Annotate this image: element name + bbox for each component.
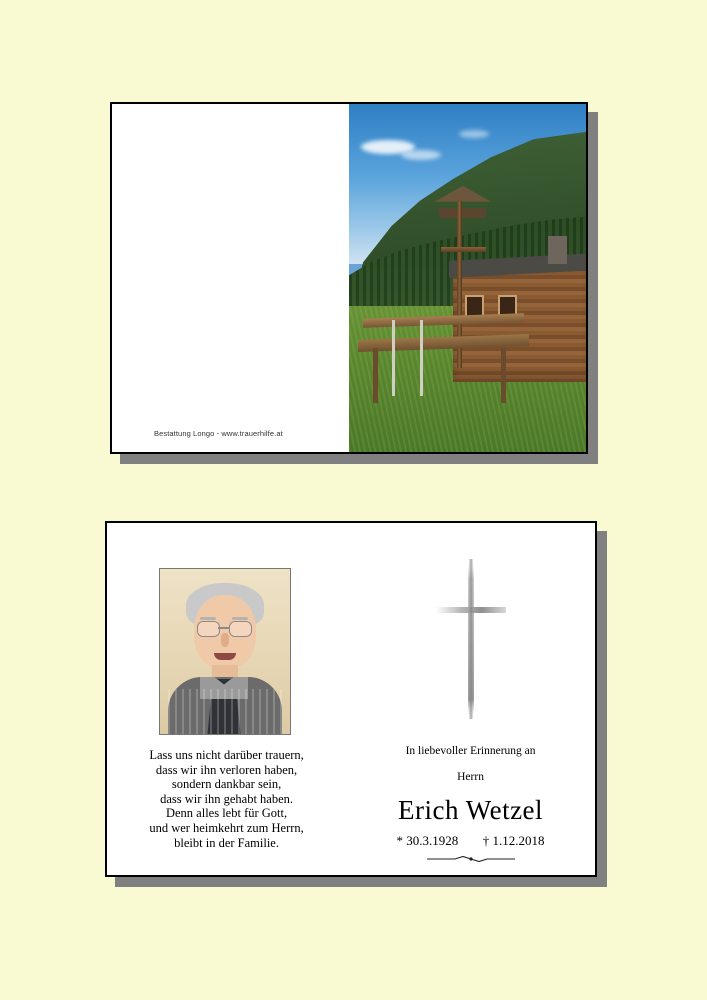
death-date: † 1.12.2018 (482, 833, 545, 848)
fence-post (392, 320, 395, 397)
portrait-eyeglass-lens (229, 621, 252, 637)
bench-leg (501, 348, 506, 404)
wayside-cross-arm (441, 247, 486, 252)
verse-line: Denn alles lebt für Gott, (165, 806, 288, 821)
verse-line: bleibt in der Familie. (174, 835, 279, 850)
cloud-icon (401, 150, 441, 160)
bottom-card-left-panel (107, 523, 346, 875)
deceased-name: Erich Wetzel (398, 795, 544, 825)
dedication-text: In liebevoller Erinnerung an (405, 745, 536, 757)
memorial-cross-icon (428, 559, 514, 719)
portrait-nose (221, 633, 229, 647)
portrait-eyebrow (200, 617, 216, 620)
portrait-of-deceased (159, 568, 291, 735)
bench-leg (373, 348, 378, 404)
verse-line: sondern dankbar sein, (171, 777, 282, 792)
portrait-eyeglass-lens (197, 621, 220, 637)
top-card (110, 102, 588, 454)
verse-line: dass wir ihn verloren haben, (155, 762, 298, 777)
verse-line: dass wir ihn gehabt haben. (160, 791, 294, 806)
alpine-hut-with-wayside-cross-photo (349, 104, 586, 452)
bottom-card-right-panel (346, 523, 595, 875)
wayside-cross-shrine-box (439, 208, 486, 218)
memorial-verse (107, 748, 346, 850)
wooden-hut (453, 268, 586, 382)
fence-post (420, 320, 423, 397)
portrait-mouth (214, 653, 236, 660)
bottom-card (105, 521, 597, 877)
flourish-divider-icon (425, 855, 517, 863)
cloud-icon (459, 130, 489, 138)
portrait-eyebrow (232, 617, 248, 620)
birth-date: * 30.3.1928 (396, 833, 459, 848)
funeral-home-credit: Bestattung Longo - www.trauerhilfe.at (154, 429, 283, 438)
hut-chimney (548, 236, 567, 264)
top-card-blank-panel (112, 104, 349, 452)
verse-line: und wer heimkehrt zum Herrn, (149, 820, 304, 835)
portrait-eyeglass-bridge (218, 627, 229, 629)
portrait-jacket-texture (168, 689, 282, 735)
honorific-text: Herrn (457, 771, 484, 783)
verse-line: Lass uns nicht darüber trauern, (149, 748, 304, 762)
life-dates (346, 833, 595, 849)
